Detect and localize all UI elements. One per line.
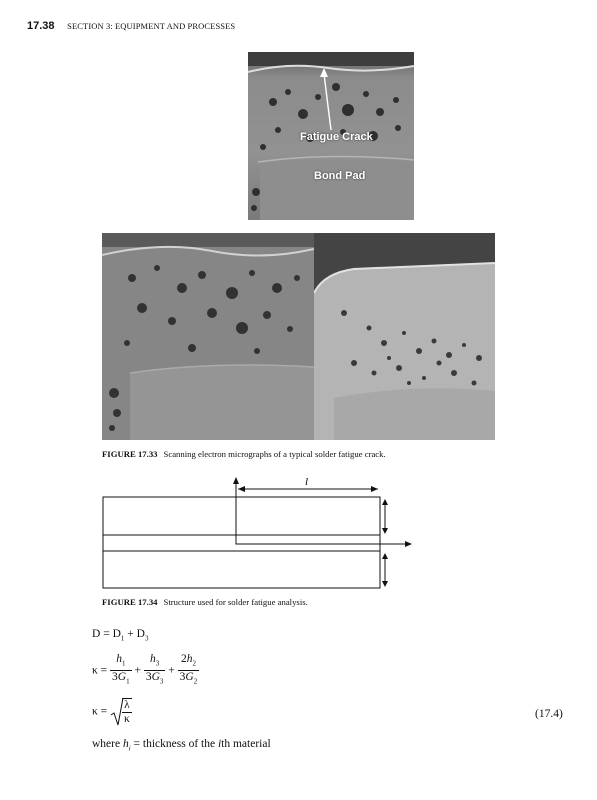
micrograph-top bbox=[248, 52, 414, 220]
section-title: SECTION 3: EQUIPMENT AND PROCESSES bbox=[67, 21, 236, 31]
running-header bbox=[27, 20, 235, 32]
micrograph-bottom-left-image bbox=[102, 233, 314, 440]
bottom-layer bbox=[103, 551, 380, 588]
micrograph-bottom-right-image bbox=[314, 233, 495, 440]
top-layer bbox=[103, 497, 380, 535]
crack-boundary bbox=[236, 497, 380, 544]
equation-number: (17.4) bbox=[535, 708, 563, 720]
micrograph-bottom-right bbox=[314, 233, 495, 440]
equation-kappa-fraction: κ = $\frac{h_1}{3G_1}$ + $\frac{h_3}{3G_3}$ + $\frac{2h_2}{3G_2}$ bbox=[92, 653, 199, 689]
length-label: l bbox=[305, 476, 309, 488]
figure-17-33-label: FIGURE 17.33 bbox=[102, 449, 158, 459]
page-number: 17.38 bbox=[27, 20, 55, 32]
sqrt-fraction: $\frac{\lambda}{\kappa}$ bbox=[124, 699, 130, 725]
solder-structure-diagram bbox=[95, 470, 425, 595]
figure-17-34-label: FIGURE 17.34 bbox=[102, 597, 158, 607]
fraction-1: $\frac{h_1}{3G_1}$ bbox=[112, 653, 130, 686]
figure-17-33-caption-text: Scanning electron micrographs of a typical solder fatigue crack. bbox=[163, 449, 386, 459]
fatigue-crack-label: Fatigue Crack bbox=[300, 131, 373, 143]
figure-17-34-caption bbox=[102, 597, 308, 607]
figure-17-33-caption bbox=[102, 449, 386, 459]
fraction-3: $\frac{2h_2}{3G_2}$ bbox=[179, 653, 198, 686]
fraction-2: $\frac{h_3}{3G_3}$ bbox=[145, 653, 164, 686]
micrograph-bottom-left bbox=[102, 233, 314, 440]
middle-layer bbox=[103, 535, 380, 551]
bond-pad-label: Bond Pad bbox=[314, 170, 366, 182]
equation-damage-sum: $D = D_1 + D_3$ bbox=[92, 628, 149, 643]
where-definition: where $h_i$ = thickness of the ith material bbox=[92, 738, 271, 753]
equation-kappa-sqrt: κ = $\frac{\lambda}{\kappa}$ bbox=[92, 699, 130, 725]
figure-17-34-caption-text: Structure used for solder fatigue analysis. bbox=[163, 597, 308, 607]
